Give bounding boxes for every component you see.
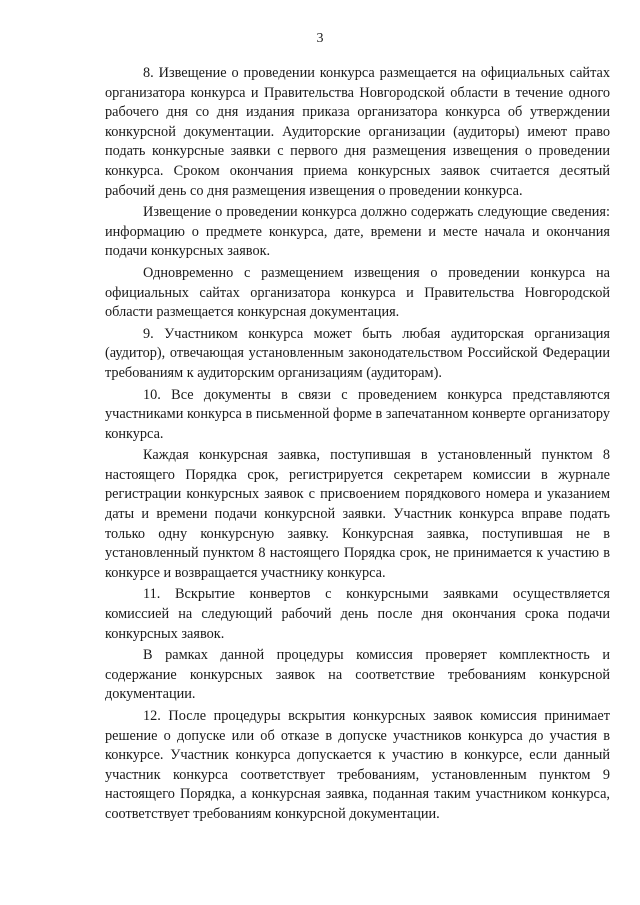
paragraph-12-admission-decision: 12. После процедуры вскрытия конкурсных заявок комиссия принимает решение о допуске или об отказе в допуске участников конкурса до участия в конкурсе. Участник конкурса допускается к участию в конкурсе, если данный участник конкурса соответствует требованиям, установленным пунктом 9 настоящего Порядка, а конкурсная заявка, поданная таким участником конкурса, соответствует требованиям конкурсной документации. <box>105 708 610 822</box>
paragraph-8-notice-publication: 8. Извещение о проведении конкурса размещается на официальных сайтах организатора конкурса и Правительства Новгородской области в течение одного рабочего дня со дня издания приказа организатора конкурса об утверждении конкурсной документации. Аудиторские организации (аудиторы) имеют право подать конкурсные заявки с первого дня размещения извещения о проведении конкурса. Сроком окончания приема конкурсных заявок считается десятый рабочий день со дня размещения извещения о проведении конкурса. <box>105 65 610 199</box>
paragraph-application-registration: Каждая конкурсная заявка, поступившая в установленный пунктом 8 настоящего Порядка срок, регистрируется секретарем комиссии в журнале регистрации конкурсных заявок с присвоением порядкового номера и указанием даты и времени подачи конкурсной заявки. Участник конкурса вправе подать только одну конкурсную заявку. Конкурсная заявка, поступившая не в установленный пунктом 8 настоящего Порядка срок, не принимается к участию в конкурсе и возвращается участнику конкурса. <box>105 447 610 581</box>
paragraph-11-envelope-opening: 11. Вскрытие конвертов с конкурсными заявками осуществляется комиссией на следующий рабочий день после дня окончания срока подачи конкурсных заявок. <box>105 586 610 642</box>
paragraph-9-participants: 9. Участником конкурса может быть любая аудиторская организация (аудитор), отвечающая установленным законодательством Российской Федерации требованиям к аудиторским организациям (аудиторам). <box>105 325 610 381</box>
paragraph-10-documents: 10. Все документы в связи с проведением конкурса представляются участниками конкурса в письменной форме в запечатанном конверте организатору конкурса. <box>105 386 610 442</box>
page-number: 3 <box>316 31 324 46</box>
paragraph-documentation-publication: Одновременно с размещением извещения о проведении конкурса на официальных сайтах организатора конкурса и Правительства Новгородской области размещается конкурсная документация. <box>105 264 610 321</box>
document-body <box>105 64 610 827</box>
paragraph-completeness-check: В рамках данной процедуры комиссия проверяет комплектность и содержание конкурсных заявок на соответствие требованиям конкурсной документации. <box>105 647 610 703</box>
paragraph-notice-contents: Извещение о проведении конкурса должно содержать следующие сведения: информацию о предмете конкурса, дате, времени и месте начала и окончания подачи конкурсных заявок. <box>105 204 610 260</box>
